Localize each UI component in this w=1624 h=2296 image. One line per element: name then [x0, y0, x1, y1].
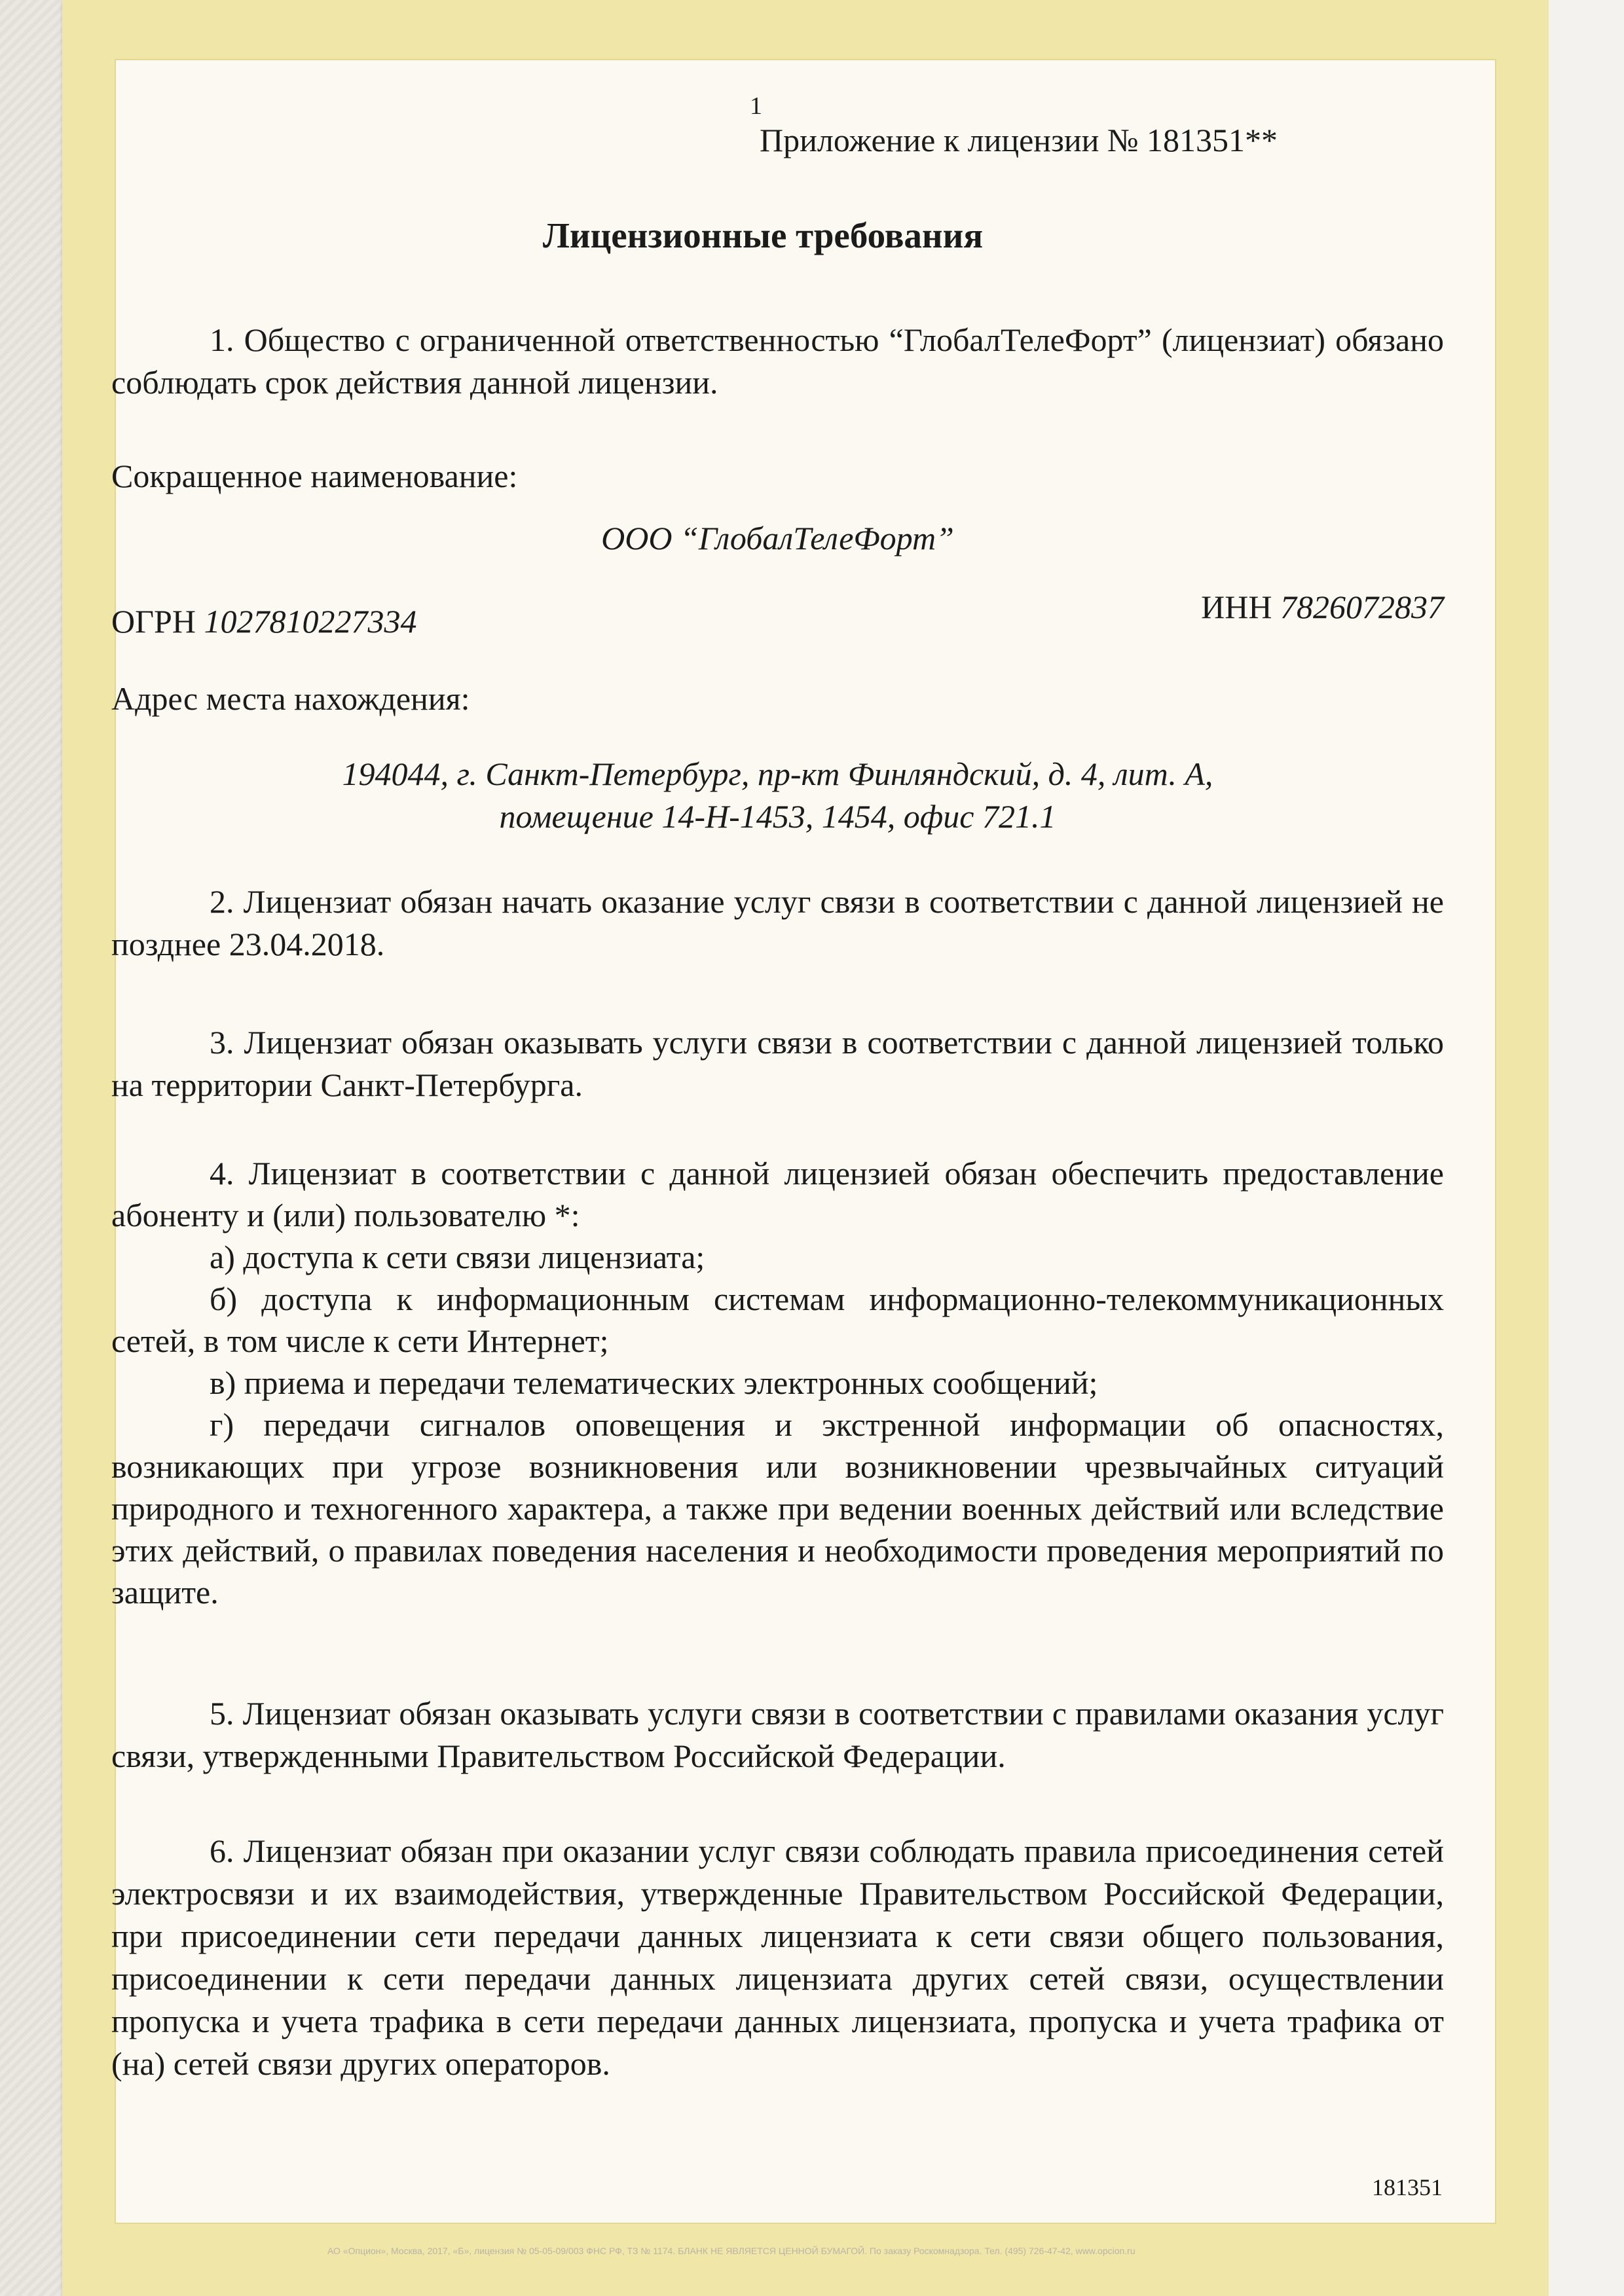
ogrn: [111, 586, 416, 643]
page-number: 1: [750, 92, 762, 120]
item-1: 1. Общество с ограниченной ответственностью “ГлобалТелеФорт” (лицензиат) обязано соблюдать срок действия данной лицензии.: [111, 321, 1444, 401]
form-number: 181351: [1372, 2174, 1443, 2200]
item-4: [111, 1152, 1444, 1613]
item-6: 6. Лицензиат обязан при оказании услуг связи соблюдать правила присоединения сетей электросвязи и их взаимодействия, утвержденные Правительством Российской Федерации, при присоединении сети передачи данных лицензиата к сети связи общего пользования, присоединении к сети передачи данных лицензиата других сетей связи, осуществлении пропуска и учета трафика в сети передачи данных лицензиата, пропуска и учета трафика от (на) сетей связи других операторов.: [111, 1832, 1444, 2082]
address-line-2: помещение 14-Н-1453, 1454, офис 721.1: [499, 798, 1056, 835]
item-4-intro: 4. Лицензиат в соответствии с данной лицензией обязан обеспечить предоставление абоненту и (или) пользователю *:: [111, 1155, 1444, 1233]
ogrn-value: 1027810227334: [204, 603, 417, 640]
item-4-a: а) доступа к сети связи лицензиата;: [210, 1239, 705, 1275]
printer-imprint: АО «Опцион», Москва, 2017, «Б», лицензия № 05-05-09/003 ФНС РФ, ТЗ № 1174. БЛАНК НЕ ЯВЛЯЕТСЯ ЦЕННОЙ БУМАГОЙ. По заказу Роскомнадзора. Тел. (495) 726-47-42, www.opcion.ru: [327, 2246, 1135, 2256]
item-4-b: б) доступа к информационным системам информационно-телекоммуникационных сетей, в том числе к сети Интернет;: [111, 1281, 1444, 1359]
ogrn-label: ОГРН: [111, 603, 196, 640]
inn-value: 7826072837: [1280, 589, 1444, 625]
short-name-label: Сокращенное наименование:: [111, 458, 518, 494]
address-label: Адрес места нахождения:: [111, 680, 470, 717]
registration-row: [111, 586, 1444, 643]
item-3: 3. Лицензиат обязан оказывать услуги связи в соответствии с данной лицензией только на территории Санкт-Петербурга.: [111, 1024, 1444, 1103]
document-title: Лицензионные требования: [542, 215, 984, 255]
previous-sheet-edge: [0, 0, 64, 2296]
inn: [1201, 586, 1444, 643]
item-4-d: г) передачи сигналов оповещения и экстренной информации об опасностях, возникающих при угрозе возникновения или возникновении чрезвычайных ситуаций природного и техногенного характера, а также при ведении военных действий или вследствие этих действий, о правилах поведения населения и необходимости проведения мероприятий по защите.: [111, 1406, 1444, 1611]
short-name-value: ООО “ГлобалТелеФорт”: [601, 520, 954, 556]
inn-label: ИНН: [1201, 589, 1272, 625]
item-5: 5. Лицензиат обязан оказывать услуги связи в соответствии с правилами оказания услуг связи, утвержденными Правительством Российской Федерации.: [111, 1695, 1444, 1774]
item-4-c: в) приема и передачи телематических электронных сообщений;: [210, 1364, 1098, 1401]
item-2: 2. Лицензиат обязан начать оказание услуг связи в соответствии с данной лицензией не позднее 23.04.2018.: [111, 883, 1444, 962]
appendix-header: Приложение к лицензии № 181351**: [760, 122, 1278, 158]
scan-margin: [1549, 0, 1624, 2296]
address-line-1: 194044, г. Санкт-Петербург, пр-кт Финляндский, д. 4, лит. А,: [342, 756, 1213, 792]
